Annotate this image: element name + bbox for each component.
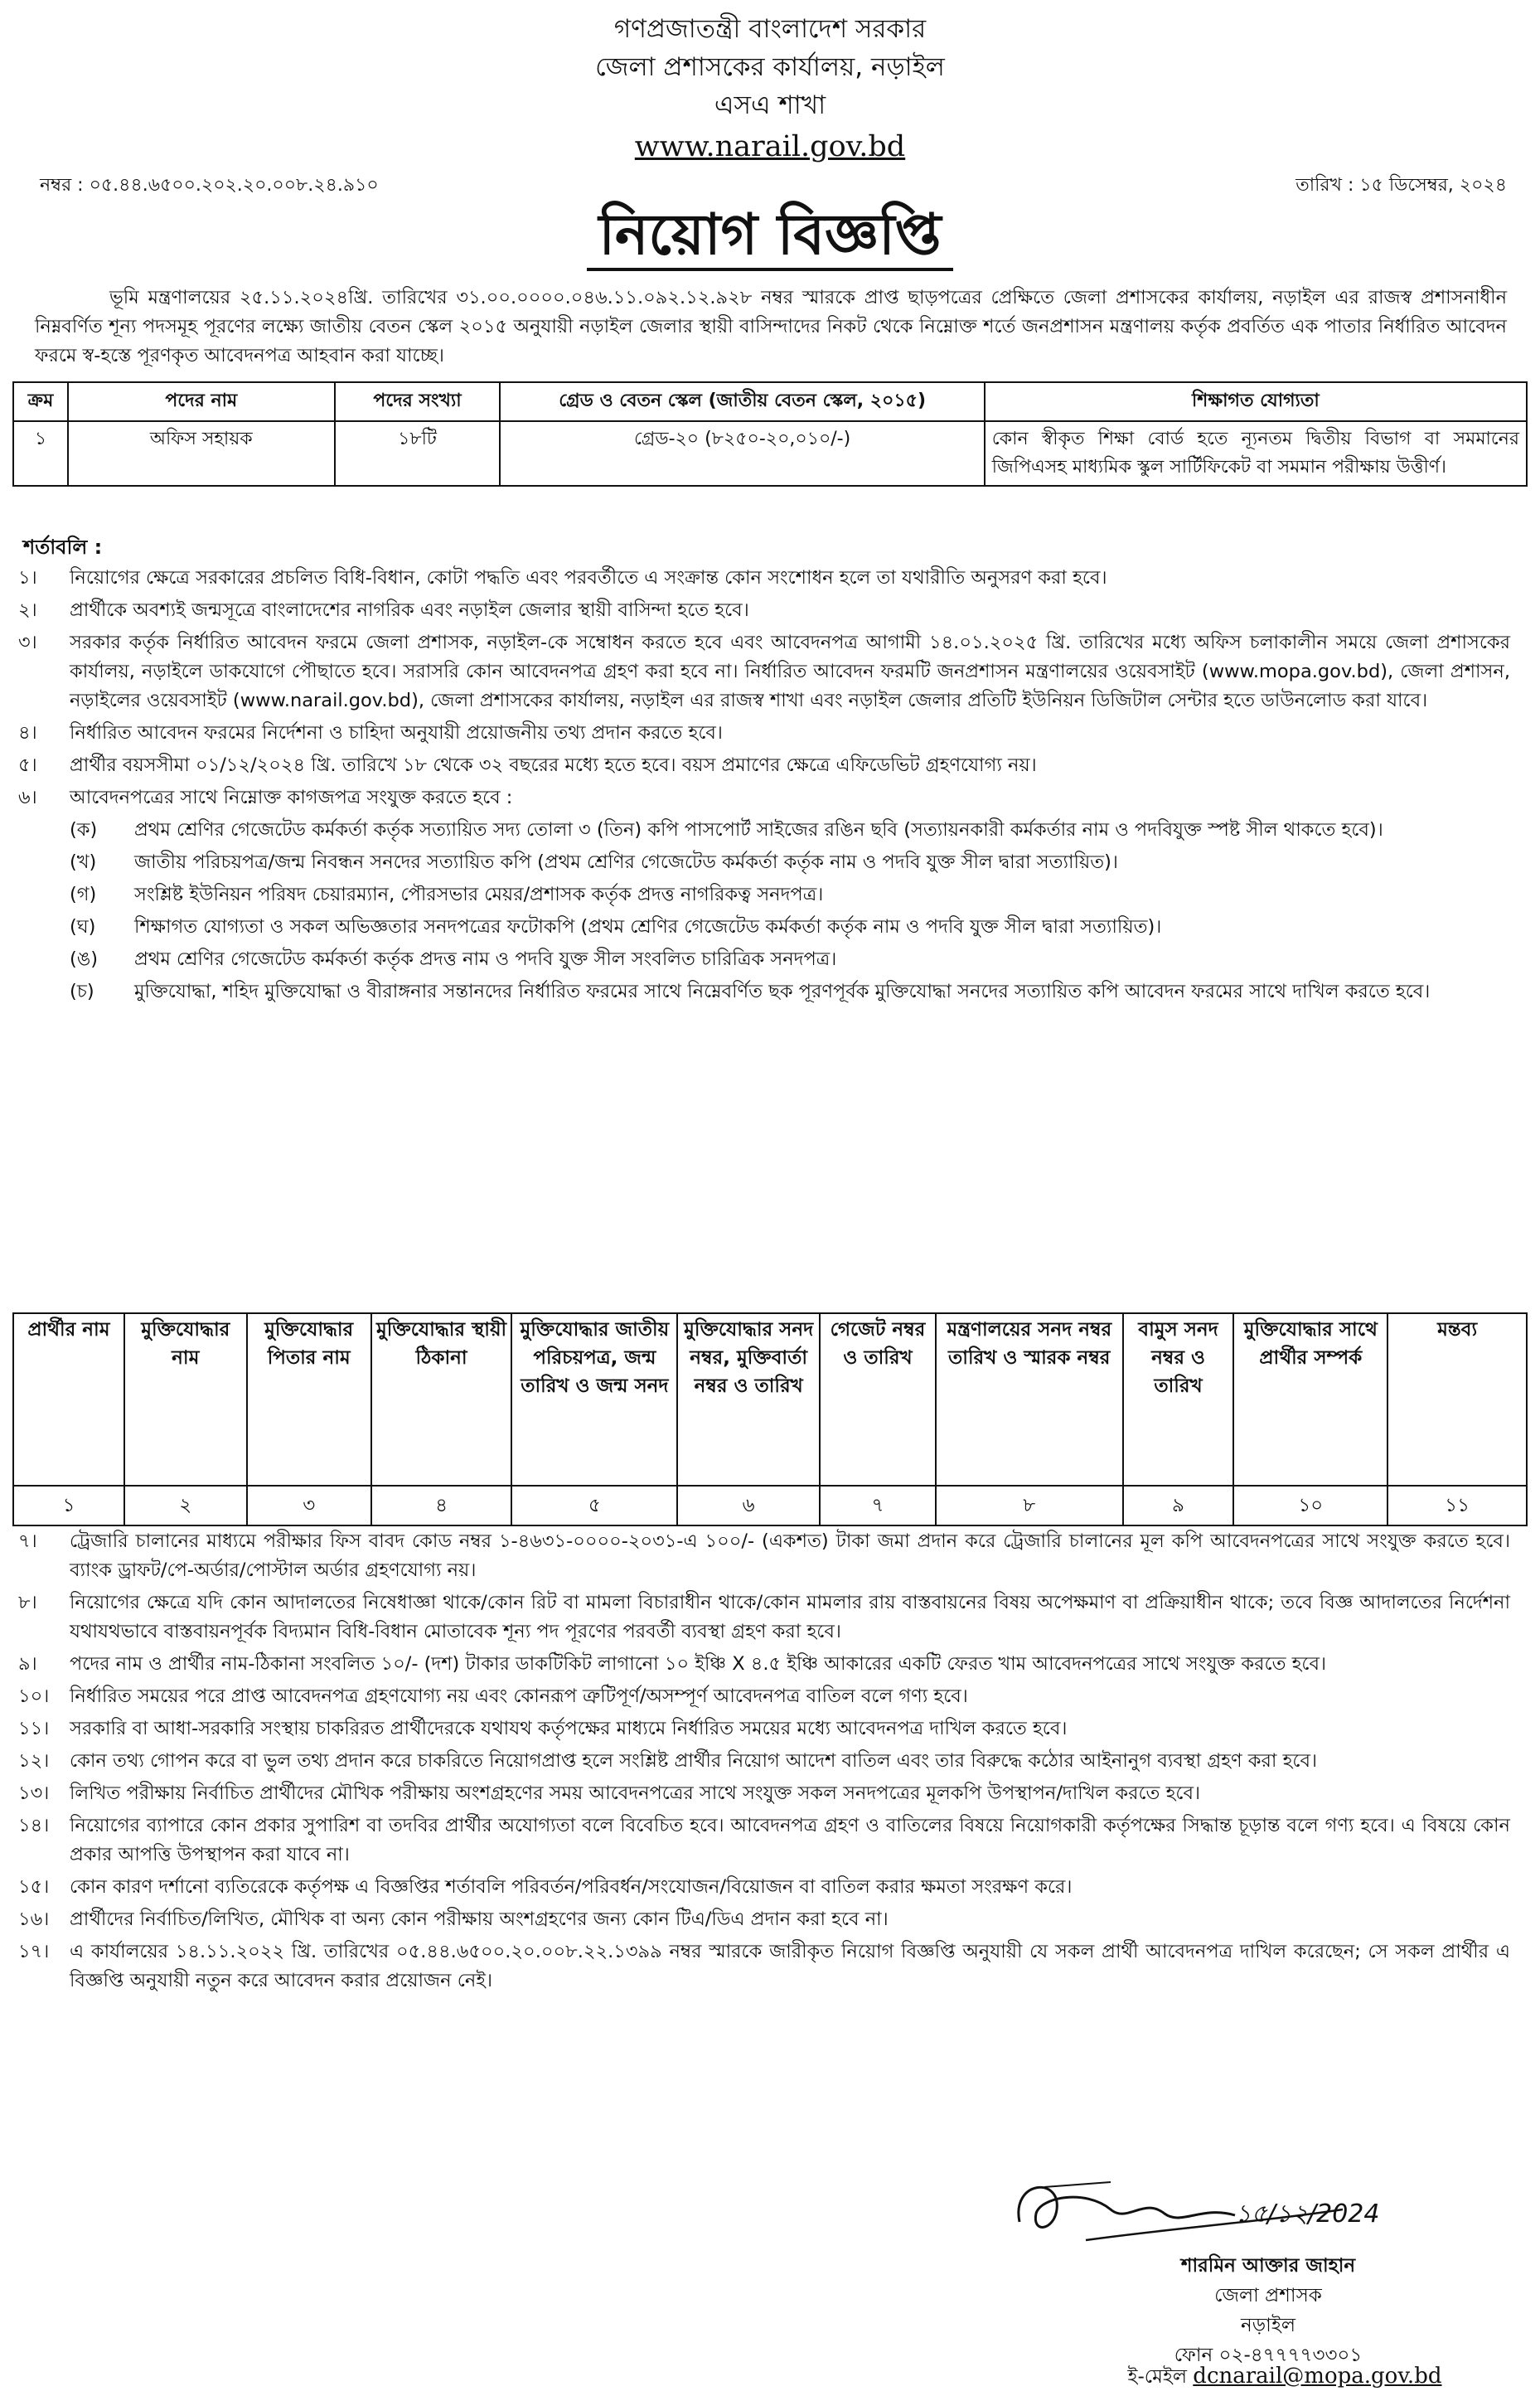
memo-date: তারিখ : ১৫ ডিসেম্বর, ২০২৪ <box>1295 175 1507 196</box>
condition-item <box>18 783 1510 812</box>
condition-number: ৭। <box>18 1530 37 1552</box>
sub-item-number: (ক) <box>70 819 98 841</box>
condition-number: ১৪। <box>18 1815 50 1836</box>
cell-qualification: কোন স্বীকৃত শিক্ষা বোর্ড হতে ন্যূনতম দ্বিতীয় বিভাগ বা সমমানের জিপিএসহ মাধ্যমিক স্কুল সার্টিফিকেট বা সমমান পরীক্ষায় উত্তীর্ণ। <box>985 421 1527 486</box>
sub-item <box>70 848 1510 877</box>
sub-item-text: প্রথম শ্রেণির গেজেটেড কর্মকর্তা কর্তৃক প্রদত্ত নাম ও পদবি যুক্ত সীল সংবলিত চারিত্রিক সনদপত্র। <box>134 948 837 970</box>
sub-item-text: সংশ্লিষ্ট ইউনিয়ন পরিষদ চেয়ারম্যান, পৌরসভার মেয়র/প্রশাসক কর্তৃক প্রদত্ত নাগরিকত্ব সনদপত্র। <box>134 884 824 905</box>
condition-text: নির্ধারিত আবেদন ফরমের নির্দেশনা ও চাহিদা অনুযায়ী প্রয়োজনীয় তথ্য প্রদান করতে হবে। <box>70 722 723 744</box>
column-number: ২ <box>124 1486 247 1525</box>
header-ff-name: মুক্তিযোদ্ধার নাম <box>124 1313 247 1486</box>
condition-number: ৮। <box>18 1592 37 1613</box>
cell-grade-scale: গ্রেড-২০ (৮২৫০-২০,০১০/-) <box>500 421 984 486</box>
intro-paragraph: ভূমি মন্ত্রণালয়ের ২৫.১১.২০২৪খ্রি. তারিখের ৩১.০০.০০০০.০৪৬.১১.০৯২.১২.৯২৮ নম্বর স্মারকে প্রাপ্ত ছাড়পত্রের প্রেক্ষিতে জেলা প্রশাসকের কার্যালয়, নড়াইল এর রাজস্ব প্রশাসনাধীন নিম্নবর্ণিত শূন্য পদসমূহ পূরণের লক্ষ্যে জাতীয় বেতন স্কেল ২০১৫ অনুযায়ী নড়াইল জেলার স্থায়ী বাসিন্দাদের নিকট থেকে নিম্নোক্ত শর্তে জনপ্রশাসন মন্ত্রণালয় কর্তৃক প্রবর্তিত এক পাতার নির্ধারিত আবেদন ফরমে স্ব-হস্তে পূরণকৃত আবেদনপত্র আহবান করা যাচ্ছে। <box>35 287 1507 366</box>
condition-item <box>18 1747 1510 1776</box>
post-table <box>12 381 1528 487</box>
condition-number: ১৫। <box>18 1876 50 1898</box>
condition-number: ৫। <box>18 754 37 776</box>
condition-text: প্রার্থীর বয়সসীমা ০১/১২/২০২৪ খ্রি. তারিখে ১৮ থেকে ৩২ বছরের মধ্যে হতে হবে। বয়স প্রমাণের ক্ষেত্রে এফিডেভিট গ্রহণযোগ্য নয়। <box>70 754 1037 776</box>
ff-table-header <box>13 1313 1527 1486</box>
condition-item <box>18 1779 1510 1808</box>
header-ff-certificate: মুক্তিযোদ্ধার সনদ নম্বর, মুক্তিবার্তা নম্বর ও তারিখ <box>677 1313 820 1486</box>
column-number: ৫ <box>511 1486 677 1525</box>
condition-item <box>18 1682 1510 1711</box>
condition-number: ৬। <box>18 787 37 808</box>
conditions-list-a <box>18 564 1510 1010</box>
condition-text: কোন তথ্য গোপন করে বা ভুল তথ্য প্রদান করে চাকরিতে নিয়োগপ্রাপ্ত হলে সংশ্লিষ্ট প্রার্থীর নিয়োগ আদেশ বাতিল এবং তার বিরুদ্ধে কঠোর আইনানুগ ব্যবস্থা গ্রহণ করা হবে। <box>70 1750 1318 1772</box>
sub-item-text: মুক্তিযোদ্ধা, শহিদ মুক্তিযোদ্ধা ও বীরাঙ্গনার সন্তানদের নির্ধারিত ফরমের সাথে নিম্নেবর্ণিত ছক পূরণপূর্বক মুক্তিযোদ্ধা সনদের সত্যায়িত কপি আবেদন ফরমের সাথে দাখিল করতে হবে। <box>134 981 1431 1002</box>
header-ff-address: মুক্তিযোদ্ধার স্থায়ী ঠিকানা <box>371 1313 512 1486</box>
email-link[interactable]: dcnarail@mopa.gov.bd <box>1193 2364 1442 2389</box>
condition-item <box>18 1873 1510 1902</box>
sub-item-number: (ঘ) <box>70 916 96 938</box>
condition-number: ১। <box>18 567 37 589</box>
cell-post-name: অফিস সহায়ক <box>68 421 335 486</box>
column-number: ১০ <box>1233 1486 1387 1525</box>
condition-text: এ কার্যালয়ের ১৪.১১.২০২২ খ্রি. তারিখের ০৫.৪৪.৬৫০০.২০.০০৮.২২.১৩৯৯ নম্বর স্মারকে জারীকৃত নিয়োগ বিজ্ঞপ্তি অনুযায়ী যে সকল প্রার্থী আবেদনপত্র দাখিল করেছেন; সে সকল প্রার্থীর এ বিজ্ঞপ্তি অনুযায়ী নতুন করে আবেদন করার প্রয়োজন নেই। <box>70 1941 1510 1991</box>
post-table-header <box>13 382 1527 421</box>
column-number: ১১ <box>1387 1486 1527 1525</box>
condition-number: ৩। <box>18 632 37 653</box>
condition-item <box>18 628 1510 715</box>
conditions-list-b <box>18 1527 1510 1999</box>
condition-text: নিয়োগের ক্ষেত্রে যদি কোন আদালতের নিষেধাজ্ঞা থাকে/কোন রিট বা মামলা বিচারাধীন থাকে/কোন মামলার রায় বাস্তবায়নের বিষয় অপেক্ষমাণ বা প্রক্রিয়াধীন থাকে; তবে বিজ্ঞ আদালতের নির্দেশনা যথাযথভাবে বাস্তবায়নপূর্বক বিদ্যমান বিধি-বিধান মোতাবেক শূন্য পদ পূরণের পরবর্তী ব্যবস্থা গ্রহণ করা হবে। <box>70 1592 1510 1642</box>
cell-post-count: ১৮টি <box>335 421 501 486</box>
header-applicant-name: প্রার্থীর নাম <box>13 1313 124 1486</box>
condition-number: ১০। <box>18 1685 50 1707</box>
letterhead <box>0 10 1540 169</box>
government-name: গণপ্রজাতন্ত্রী বাংলাদেশ সরকার <box>613 14 927 44</box>
title-text: নিয়োগ বিজ্ঞপ্তি <box>587 202 952 271</box>
condition-item <box>18 1650 1510 1679</box>
cell-serial: ১ <box>13 421 68 486</box>
memo-number: নম্বর : ০৫.৪৪.৬৫০০.২০২.২০.০০৮.২৪.৯১০ <box>40 175 379 196</box>
condition-number: ১৩। <box>18 1782 50 1804</box>
conditions-heading: শর্তাবলি : <box>23 536 103 559</box>
header-ff-nid: মুক্তিযোদ্ধার জাতীয় পরিচয়পত্র, জন্ম তারিখ ও জন্ম সনদ <box>511 1313 677 1486</box>
condition-text: নির্ধারিত সময়ের পরে প্রাপ্ত আবেদনপত্র গ্রহণযোগ্য নয় এবং কোনরূপ ত্রুটিপূর্ণ/অসম্পূর্ণ আবেদনপত্র বাতিল বলে গণ্য হবে। <box>70 1685 968 1707</box>
column-number: ১ <box>13 1486 124 1525</box>
condition-text: সরকারি বা আধা-সরকারি সংস্থায় চাকরিরত প্রার্থীদেরকে যথাযথ কর্তৃপক্ষের মাধ্যমে নির্ধারিত সময়ের মধ্যে আবেদনপত্র দাখিল করতে হবে। <box>70 1718 1068 1739</box>
header-ff-father-name: মুক্তিযোদ্ধার পিতার নাম <box>247 1313 371 1486</box>
condition-item <box>18 1527 1510 1585</box>
section-name: এসএ শাখা <box>714 90 826 120</box>
header-relation: মুক্তিযোদ্ধার সাথে প্রার্থীর সম্পর্ক <box>1233 1313 1387 1486</box>
page-title <box>0 197 1540 274</box>
sub-item <box>70 816 1510 845</box>
sub-item-text: শিক্ষাগত যোগ্যতা ও সকল অভিজ্ঞতার সনদপত্রের ফটোকপি (প্রথম শ্রেণির গেজেটেড কর্মকর্তা কর্তৃক নাম ও পদবি যুক্ত সীল দ্বারা সত্যায়িত)। <box>134 916 1162 938</box>
condition-text: আবেদনপত্রের সাথে নিম্নোক্ত কাগজপত্র সংযুক্ত করতে হবে : <box>70 787 513 808</box>
office-name: জেলা প্রশাসকের কার্যালয়, নড়াইল <box>595 52 945 82</box>
signatory-phone: ফোন ০২-৪৭৭৭৭৩৩০১ <box>1174 2345 1363 2366</box>
signatory-block <box>1069 2251 1467 2370</box>
sub-item <box>70 913 1510 942</box>
condition-item <box>18 1905 1510 1934</box>
header-qualification: শিক্ষাগত যোগ্যতা <box>985 382 1527 421</box>
header-bamus-certificate: বামুস সনদ নম্বর ও তারিখ <box>1123 1313 1234 1486</box>
condition-text: নিয়োগের ব্যাপারে কোন প্রকার সুপারিশ বা তদবির প্রার্থীর অযোগ্যতা বলে বিবেচিত হবে। আবেদনপত্র গ্রহণ ও বাতিলের বিষয়ে নিয়োগকারী কর্তৃপক্ষের সিদ্ধান্ত চূড়ান্ত বলে গণ্য হবে। এ বিষয়ে কোন প্রকার আপত্তি উপস্থাপন করা যাবে না। <box>70 1815 1510 1865</box>
condition-item <box>18 1938 1510 1996</box>
sub-item <box>70 880 1510 909</box>
condition-number: ১৭। <box>18 1941 50 1962</box>
table-row <box>13 421 1527 486</box>
sub-item-number: (চ) <box>70 981 94 1002</box>
condition-number: ১৬। <box>18 1909 50 1930</box>
sub-item-text: প্রথম শ্রেণির গেজেটেড কর্মকর্তা কর্তৃক সত্যায়িত সদ্য তোলা ৩ (তিন) কপি পাসপোর্ট সাইজের রঙিন ছবি (সত্যায়নকারী কর্মকর্তার নাম ও পদবিযুক্ত স্পষ্ট সীল থাকতে হবে)। <box>134 819 1383 841</box>
condition-text: কোন কারণ দর্শানো ব্যতিরেকে কর্তৃপক্ষ এ বিজ্ঞপ্তির শর্তাবলি পরিবর্তন/পরিবর্ধন/সংযোজন/বিয়োজন বা বাতিল করার ক্ষমতা সংরক্ষণ করে। <box>70 1876 1073 1898</box>
condition-number: ২। <box>18 599 37 621</box>
condition-item <box>18 1715 1510 1744</box>
signature-date: ১৫/১২/2024 <box>1235 2200 1380 2229</box>
sub-item-number: (গ) <box>70 884 97 905</box>
condition-number: ১২। <box>18 1750 50 1772</box>
condition-number: ৪। <box>18 722 37 744</box>
sub-item <box>70 977 1510 1006</box>
condition-item <box>18 719 1510 748</box>
condition-text: প্রার্থীকে অবশ্যই জন্মসূত্রে বাংলাদেশের নাগরিক এবং নড়াইল জেলার স্থায়ী বাসিন্দা হতে হবে। <box>70 599 749 621</box>
condition-item <box>18 596 1510 625</box>
sub-item-number: (ঙ) <box>70 948 99 970</box>
condition-text: প্রার্থীদের নির্বাচিত/লিখিত, মৌখিক বা অন্য কোন পরীক্ষায় অংশগ্রহণের জন্য কোন টিএ/ডিএ প্রদান করা হবে না। <box>70 1909 889 1930</box>
column-number: ৯ <box>1123 1486 1234 1525</box>
header-ministry-certificate: মন্ত্রণালয়ের সনদ নম্বর তারিখ ও স্মারক নম্বর <box>936 1313 1123 1486</box>
column-number: ৪ <box>371 1486 512 1525</box>
header-serial: ক্রম <box>13 382 68 421</box>
condition-item <box>18 751 1510 780</box>
column-number: ৩ <box>247 1486 371 1525</box>
signature-image <box>986 2164 1484 2255</box>
condition-number: ১১। <box>18 1718 50 1739</box>
condition-text: লিখিত পরীক্ষায় নির্বাচিত প্রার্থীদের মৌখিক পরীক্ষায় অংশগ্রহণের সময় আবেদনপত্রের সাথে সংযুক্ত সকল সনদপত্রের মূলকপি উপস্থাপন/দাখিল করতে হবে। <box>70 1782 1201 1804</box>
sub-item <box>70 945 1510 974</box>
website-link[interactable]: www.narail.gov.bd <box>634 130 906 163</box>
condition-text: পদের নাম ও প্রার্থীর নাম-ঠিকানা সংবলিত ১০/- (দশ) টাকার ডাকটিকিট লাগানো ১০ ইঞ্চি X ৪.৫ ইঞ্চি আকারের একটি ফেরত খাম আবেদনপত্রের সাথে সংযুক্ত করতে হবে। <box>70 1653 1327 1675</box>
column-number: ৭ <box>820 1486 936 1525</box>
condition-text: ট্রেজারি চালানের মাধ্যমে পরীক্ষার ফিস বাবদ কোড নম্বর ১-৪৬৩১-০০০০-২০৩১-এ ১০০/- (একশত) টাকা জমা প্রদান করে ট্রেজারি চালানের মূল কপি আবেদনপত্রের সাথে সংযুক্ত করতে হবে। ব্যাংক ড্রাফট/পে-অর্ডার/পোস্টাল অর্ডার গ্রহণযোগ্য নয়। <box>70 1530 1510 1581</box>
freedom-fighter-table <box>12 1312 1528 1526</box>
signatory-name: শারমিন আক্তার জাহান <box>1180 2255 1356 2277</box>
table-row <box>13 1486 1527 1525</box>
signatory-place: নড়াইল <box>1241 2315 1295 2336</box>
signatory-email-line <box>1069 2361 1500 2394</box>
column-number: ৬ <box>677 1486 820 1525</box>
header-gazette: গেজেট নম্বর ও তারিখ <box>820 1313 936 1486</box>
header-post-count: পদের সংখ্যা <box>335 382 501 421</box>
sub-item-text: জাতীয় পরিচয়পত্র/জন্ম নিবন্ধন সনদের সত্যায়িত কপি (প্রথম শ্রেণির গেজেটেড কর্মকর্তা কর্তৃক নাম ও পদবি যুক্ত সীল দ্বারা সত্যায়িত)। <box>134 851 1118 873</box>
condition-item <box>18 1588 1510 1647</box>
header-grade-scale: গ্রেড ও বেতন স্কেল (জাতীয় বেতন স্কেল, ২০১৫) <box>500 382 984 421</box>
header-remarks: মন্তব্য <box>1387 1313 1527 1486</box>
condition-item <box>18 1812 1510 1870</box>
email-label: ই-মেইল <box>1127 2366 1194 2388</box>
condition-text: সরকার কর্তৃক নির্ধারিত আবেদন ফরমে জেলা প্রশাসক, নড়াইল-কে সম্বোধন করতে হবে এবং আবেদনপত্র আগামী ১৪.০১.২০২৫ খ্রি. তারিখের মধ্যে অফিস চলাকালীন সময়ে জেলা প্রশাসকের কার্যালয়, নড়াইলে ডাকযোগে পৌছাতে হবে। সরাসরি কোন আবেদনপত্র গ্রহণ করা হবে না। নির্ধারিত আবেদন ফরমটি জনপ্রশাসন মন্ত্রণালয়ের ওয়েবসাইট (www.mopa.gov.bd), জেলা প্রশাসন, নড়াইলের ওয়েবসাইট (www.narail.gov.bd), জেলা প্রশাসকের কার্যালয়, নড়াইল এর রাজস্ব শাখা এবং নড়াইল জেলার প্রতিটি ইউনিয়ন ডিজিটাল সেন্টার হতে ডাউনলোড করা যাবে। <box>70 632 1510 711</box>
condition-text: নিয়োগের ক্ষেত্রে সরকারের প্রচলিত বিধি-বিধান, কোটা পদ্ধতি এবং পরবর্তীতে এ সংক্রান্ত কোন সংশোধন হলে তা যথারীতি অনুসরণ করা হবে। <box>70 567 1107 589</box>
column-number: ৮ <box>936 1486 1123 1525</box>
condition-item <box>18 564 1510 593</box>
sub-item-number: (খ) <box>70 851 97 873</box>
signatory-designation: জেলা প্রশাসক <box>1214 2285 1322 2306</box>
condition-number: ৯। <box>18 1653 37 1675</box>
header-post-name: পদের নাম <box>68 382 335 421</box>
